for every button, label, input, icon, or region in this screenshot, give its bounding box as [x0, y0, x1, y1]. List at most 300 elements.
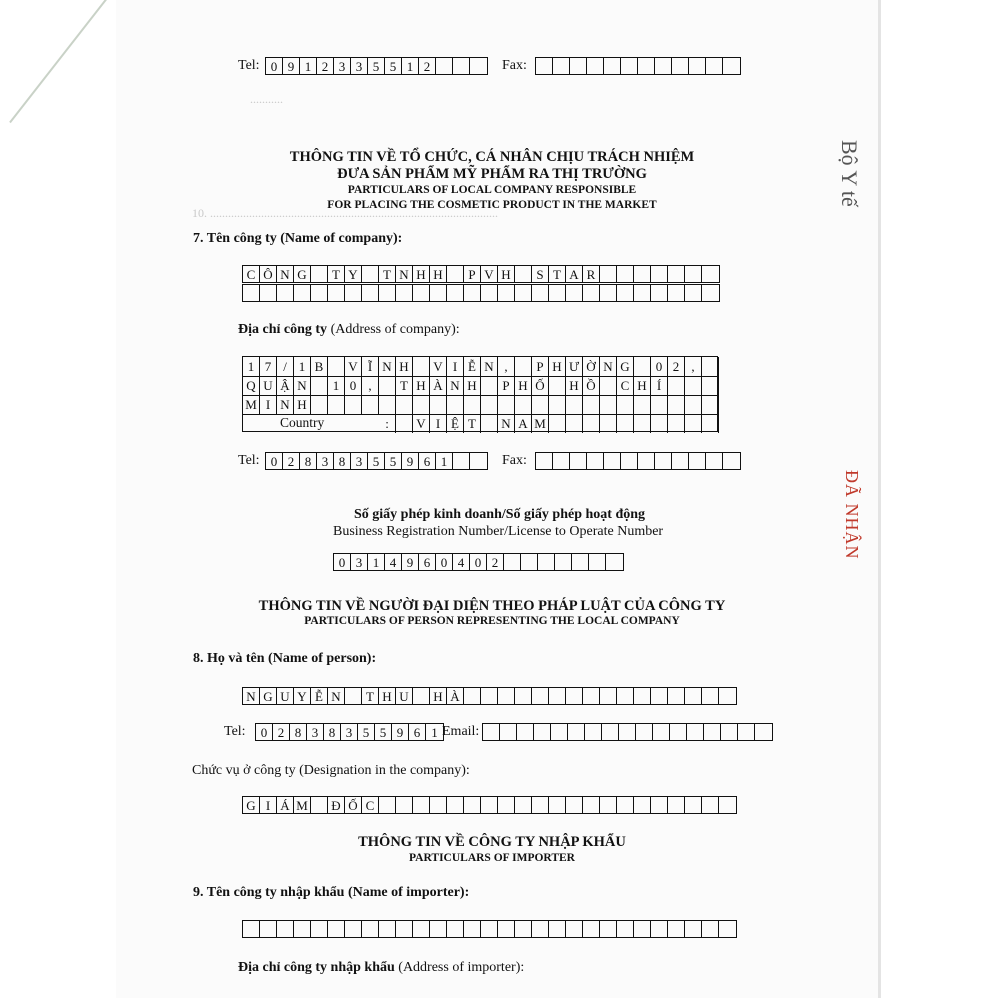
address-char-cell [702, 357, 719, 376]
company-char-cell [566, 285, 583, 301]
country-char-cell [600, 414, 617, 433]
tel-digit-cell: 5 [358, 724, 375, 740]
person-char-cell [600, 688, 617, 704]
address-char-cell: Ĩ [362, 357, 379, 376]
license-digit-cell [538, 554, 555, 570]
designation-char-cell [566, 797, 583, 813]
importer-char-cell [702, 921, 719, 937]
designation-label: Chức vụ ở công ty (Designation in the company): [192, 763, 470, 778]
person-char-cell [549, 688, 566, 704]
tel-digit-cell: 8 [300, 453, 317, 469]
importer-char-cell [634, 921, 651, 937]
address-char-cell [413, 395, 430, 414]
fax-digit-cell [655, 453, 672, 469]
country-char-cell [345, 414, 362, 433]
importer-char-cell [617, 921, 634, 937]
person-char-cell [498, 688, 515, 704]
designation-char-cell: Á [277, 797, 294, 813]
email-char-cell [636, 724, 653, 740]
bleed-through-text: 10. ................................................................................................ [192, 206, 498, 220]
license-digit-cell [572, 554, 589, 570]
address-char-cell: N [277, 395, 294, 414]
address-char-cell: 1 [294, 357, 311, 376]
address-char-cell: N [481, 357, 498, 376]
company-name-grid-2[interactable] [242, 284, 720, 302]
tel-digit-cell: 3 [341, 724, 358, 740]
country-char-cell [634, 414, 651, 433]
designation-char-cell [685, 797, 702, 813]
license-label-vi: Số giấy phép kinh doanh/Số giấy phép hoạt động [354, 507, 646, 522]
address-char-cell: G [617, 357, 634, 376]
address-char-cell [702, 395, 719, 414]
tel-digit-cell: 0 [266, 453, 283, 469]
fax-digit-cell [553, 453, 570, 469]
tel-digit-cell: 8 [290, 724, 307, 740]
designation-char-cell: G [243, 797, 260, 813]
company-char-cell: Ô [260, 266, 277, 282]
person-char-cell: À [447, 688, 464, 704]
address-char-cell: 0 [651, 357, 668, 376]
license-digit-cell: 6 [419, 554, 436, 570]
designation-char-cell [413, 797, 430, 813]
company-char-cell [617, 266, 634, 282]
tel-digit-cell: 0 [256, 724, 273, 740]
importer-char-cell [668, 921, 685, 937]
company-char-cell [396, 285, 413, 301]
company-char-cell [651, 266, 668, 282]
country-char-cell: M [532, 414, 549, 433]
importer-char-cell [260, 921, 277, 937]
email-char-cell [653, 724, 670, 740]
person-char-cell [719, 688, 736, 704]
tel-digit-cell: 6 [409, 724, 426, 740]
tel-digit-cell [453, 58, 470, 74]
designation-char-cell [464, 797, 481, 813]
address-char-cell [549, 376, 566, 395]
person-name-label: 8. Họ và tên (Name of person): [193, 651, 377, 666]
importer-address-label: Địa chỉ công ty nhập khẩu (Address of importer): [238, 960, 525, 975]
company-char-cell: Y [345, 266, 362, 282]
address-char-cell [345, 395, 362, 414]
importer-name-label: 9. Tên công ty nhập khẩu (Name of importer): [193, 885, 470, 900]
tel-digit-cell: 1 [431, 725, 438, 740]
address-char-cell: , [685, 357, 702, 376]
designation-char-cell: C [362, 797, 379, 813]
designation-char-cell [583, 797, 600, 813]
email-char-cell [721, 724, 738, 740]
address-char-cell: N [294, 376, 311, 395]
license-digit-cell [555, 554, 572, 570]
company-char-cell [345, 285, 362, 301]
importer-name-grid[interactable] [242, 920, 737, 938]
company-char-cell: S [532, 266, 549, 282]
person-char-cell: N [243, 688, 260, 704]
person-char-cell: N [328, 688, 345, 704]
email-char-cell [585, 724, 602, 740]
email-char-cell [534, 724, 551, 740]
address-char-cell [396, 395, 413, 414]
tel-digit-cell: 5 [375, 724, 392, 740]
importer-char-cell [498, 921, 515, 937]
company-char-cell: C [243, 266, 260, 282]
importer-char-cell [600, 921, 617, 937]
country-char-cell [685, 414, 702, 433]
company-char-cell [685, 285, 702, 301]
person-char-cell [583, 688, 600, 704]
importer-char-cell [379, 921, 396, 937]
company-char-cell [668, 266, 685, 282]
person-char-cell [702, 688, 719, 704]
address-char-cell [600, 395, 617, 414]
tel-digit-cell: 0 [266, 58, 283, 74]
address-char-cell [413, 357, 430, 376]
license-digit-cell: 9 [402, 554, 419, 570]
country-char-cell [396, 414, 413, 433]
designation-char-cell [481, 797, 498, 813]
company-char-cell [600, 266, 617, 282]
importer-char-cell [685, 921, 702, 937]
address-char-cell: Ư [566, 357, 583, 376]
company-char-cell [243, 285, 260, 301]
importer-char-cell [413, 921, 430, 937]
company-char-cell [311, 266, 328, 282]
importer-char-cell [464, 921, 481, 937]
designation-char-cell [719, 797, 736, 813]
address-char-cell [498, 395, 515, 414]
address-char-cell: Ậ [277, 376, 294, 395]
license-digit-cell: 0 [436, 554, 453, 570]
address-char-cell: Ố [532, 376, 549, 395]
country-char-cell [702, 414, 719, 433]
company-char-cell [294, 285, 311, 301]
address-char-cell [515, 357, 532, 376]
designation-char-cell [634, 797, 651, 813]
importer-char-cell [481, 921, 498, 937]
address-char-cell [379, 395, 396, 414]
importer-char-cell [719, 921, 736, 937]
person-char-cell [345, 688, 362, 704]
address-char-cell: I [260, 395, 277, 414]
company-char-cell [515, 285, 532, 301]
address-char-cell: U [260, 376, 277, 395]
fax-digit-cell [706, 58, 723, 74]
address-char-cell [515, 395, 532, 414]
fax-digit-cell [570, 58, 587, 74]
designation-char-cell [515, 797, 532, 813]
country-char-cell [243, 414, 260, 433]
company-char-cell [328, 285, 345, 301]
fax-digit-cell [638, 453, 655, 469]
license-digit-cell: 4 [453, 554, 470, 570]
address-char-cell: À [430, 376, 447, 395]
company-char-cell [634, 266, 651, 282]
fax-digit-cell [604, 58, 621, 74]
address-char-cell [328, 357, 345, 376]
company-char-cell: T [549, 266, 566, 282]
company-char-cell [379, 285, 396, 301]
address-char-cell: H [634, 376, 651, 395]
person-email-label: Email: [442, 724, 480, 739]
fax-top-label: Fax: [502, 58, 527, 73]
email-char-cell [687, 724, 704, 740]
section-person-title-en: PARTICULARS OF PERSON REPRESENTING THE LOCAL COMPANY [304, 615, 680, 627]
country-char-cell: T [464, 414, 481, 433]
fax-digit-cell [621, 58, 638, 74]
address-char-cell: H [515, 376, 532, 395]
tel-digit-cell: 9 [392, 724, 409, 740]
address-char-cell [549, 395, 566, 414]
company-name-label: 7. Tên công ty (Name of company): [193, 231, 403, 246]
section-local-title-en-1: PARTICULARS OF LOCAL COMPANY RESPONSIBLE [347, 184, 637, 196]
address-char-cell [600, 376, 617, 395]
address-char-cell: V [430, 357, 447, 376]
license-digit-cell: 2 [487, 554, 504, 570]
company-char-cell: N [396, 266, 413, 282]
address-char-cell: Ễ [464, 357, 481, 376]
importer-char-cell [328, 921, 345, 937]
designation-grid[interactable] [242, 796, 737, 814]
importer-char-cell [583, 921, 600, 937]
company-tel-grid[interactable] [265, 452, 488, 470]
company-char-cell: G [294, 266, 311, 282]
address-char-cell: H [464, 376, 481, 395]
bleed-through-text: ........... [250, 92, 283, 106]
tel-digit-cell [470, 58, 487, 74]
address-char-cell: H [413, 376, 430, 395]
importer-char-cell [396, 921, 413, 937]
address-char-cell [481, 395, 498, 414]
designation-char-cell [396, 797, 413, 813]
company-char-cell [311, 285, 328, 301]
country-char-cell [617, 414, 634, 433]
country-char-cell: Ệ [447, 414, 464, 433]
fax-digit-cell [723, 58, 740, 74]
tel-digit-cell: 5 [385, 453, 402, 469]
address-char-cell: Ờ [583, 357, 600, 376]
country-char-cell [583, 414, 600, 433]
tel-digit-cell: 2 [317, 58, 334, 74]
license-digit-cell [606, 554, 623, 570]
designation-char-cell [379, 797, 396, 813]
person-char-cell: G [260, 688, 277, 704]
address-char-cell: M [243, 395, 260, 414]
person-char-cell [566, 688, 583, 704]
tel-digit-cell: 3 [351, 58, 368, 74]
fax-digit-cell [672, 58, 689, 74]
company-fax-grid[interactable] [535, 452, 741, 470]
address-char-cell [566, 395, 583, 414]
company-char-cell [600, 285, 617, 301]
address-char-cell: P [498, 376, 515, 395]
person-tel-label: Tel: [224, 724, 246, 739]
importer-char-cell [515, 921, 532, 937]
fax-digit-cell [553, 58, 570, 74]
company-char-cell: H [430, 266, 447, 282]
address-char-cell [379, 376, 396, 395]
fax-digit-cell [587, 453, 604, 469]
license-digit-cell [504, 554, 521, 570]
designation-char-cell [498, 797, 515, 813]
email-char-cell [551, 724, 568, 740]
fax-digit-cell [689, 58, 706, 74]
designation-char-cell: Ố [345, 797, 362, 813]
fax-digit-cell [638, 58, 655, 74]
address-char-cell: H [566, 376, 583, 395]
tel-digit-cell: 1 [436, 453, 453, 469]
company-char-cell [260, 285, 277, 301]
tel-digit-cell: 2 [283, 453, 300, 469]
address-char-cell: P [532, 357, 549, 376]
company-char-cell [277, 285, 294, 301]
address-char-cell [617, 395, 634, 414]
tel-digit-cell: 9 [283, 58, 300, 74]
designation-char-cell [651, 797, 668, 813]
paper-fold [9, 0, 121, 123]
company-char-cell [447, 266, 464, 282]
address-char-cell: H [549, 357, 566, 376]
importer-char-cell [362, 921, 379, 937]
tel-digit-cell: 6 [419, 453, 436, 469]
person-char-cell [413, 688, 430, 704]
company-char-cell [515, 266, 532, 282]
tel-top-label: Tel: [238, 58, 260, 73]
address-char-cell: B [311, 357, 328, 376]
license-digit-cell: 3 [351, 554, 368, 570]
license-number-grid[interactable] [333, 553, 624, 571]
country-char-cell [651, 414, 668, 433]
company-name-grid[interactable] [242, 265, 720, 283]
country-char-cell: N [498, 414, 515, 433]
designation-char-cell [702, 797, 719, 813]
importer-char-cell [447, 921, 464, 937]
designation-char-cell [430, 797, 447, 813]
company-fax-label: Fax: [502, 453, 527, 468]
country-char-cell [328, 414, 345, 433]
company-char-cell: N [277, 266, 294, 282]
company-char-cell [430, 285, 447, 301]
person-char-cell: H [430, 688, 447, 704]
country-char-cell [362, 414, 379, 433]
address-char-cell [685, 376, 702, 395]
license-digit-cell: 0 [470, 554, 487, 570]
company-char-cell [583, 285, 600, 301]
address-char-cell: H [396, 357, 413, 376]
country-label: Country [280, 415, 325, 430]
section-importer-title-vi: THÔNG TIN VỀ CÔNG TY NHẬP KHẨU [358, 834, 626, 850]
section-importer-title-en: PARTICULARS OF IMPORTER [409, 852, 575, 864]
address-char-cell: Ồ [583, 376, 600, 395]
person-char-cell [668, 688, 685, 704]
fax-digit-cell [706, 453, 723, 469]
address-char-cell [464, 395, 481, 414]
license-digit-cell: 4 [385, 554, 402, 570]
fax-top-grid[interactable] [535, 57, 741, 75]
importer-char-cell [566, 921, 583, 937]
address-char-cell: N [600, 357, 617, 376]
address-char-cell: 1 [243, 357, 260, 376]
address-char-cell [583, 395, 600, 414]
importer-char-cell [243, 921, 260, 937]
address-char-cell [685, 395, 702, 414]
address-char-cell [430, 395, 447, 414]
company-char-cell [498, 285, 515, 301]
address-char-cell: T [396, 376, 413, 395]
license-digit-cell: 1 [368, 554, 385, 570]
designation-char-cell [668, 797, 685, 813]
address-char-cell [668, 376, 685, 395]
address-char-cell: Q [243, 376, 260, 395]
email-char-cell [755, 724, 772, 740]
tel-digit-cell: 8 [334, 453, 351, 469]
address-char-cell [702, 376, 719, 395]
person-char-cell [532, 688, 549, 704]
address-char-cell: 7 [260, 357, 277, 376]
tel-digit-cell: 1 [402, 58, 419, 74]
designation-char-cell [447, 797, 464, 813]
tel-digit-cell [470, 453, 487, 469]
company-char-cell [362, 285, 379, 301]
country-char-cell [668, 414, 685, 433]
person-name-grid[interactable] [242, 687, 737, 705]
company-char-cell [481, 285, 498, 301]
address-char-cell [532, 395, 549, 414]
tel-top-grid[interactable] [265, 57, 488, 75]
company-char-cell [634, 285, 651, 301]
company-char-cell: H [413, 266, 430, 282]
person-char-cell: Y [294, 688, 311, 704]
tel-digit-cell: 9 [402, 453, 419, 469]
email-char-cell [704, 724, 721, 740]
person-char-cell [651, 688, 668, 704]
company-char-cell: H [498, 266, 515, 282]
designation-char-cell [311, 797, 328, 813]
address-char-cell [311, 395, 328, 414]
tel-digit-cell: 3 [351, 453, 368, 469]
person-email-grid[interactable] [482, 723, 773, 741]
importer-char-cell [345, 921, 362, 937]
address-char-cell [362, 395, 379, 414]
email-char-cell [602, 724, 619, 740]
address-char-cell: C [617, 376, 634, 395]
person-tel-grid[interactable] [255, 723, 444, 741]
address-char-cell [634, 395, 651, 414]
tel-digit-cell: 2 [419, 58, 436, 74]
company-char-cell: R [583, 266, 600, 282]
address-char-cell: 2 [668, 357, 685, 376]
fax-digit-cell [587, 58, 604, 74]
address-char-cell: , [498, 357, 515, 376]
license-label-en: Business Registration Number/License to Operate Number [333, 524, 664, 539]
company-char-cell [532, 285, 549, 301]
tel-digit-cell: 2 [273, 724, 290, 740]
company-address-label: Địa chỉ công ty (Address of company): [238, 322, 460, 337]
license-digit-cell [589, 554, 606, 570]
section-local-title-vi-1: THÔNG TIN VỀ TỔ CHỨC, CÁ NHÂN CHỊU TRÁCH NHIỆM [289, 149, 695, 165]
email-char-cell [619, 724, 636, 740]
address-char-cell: 0 [345, 376, 362, 395]
company-tel-label: Tel: [238, 453, 260, 468]
fax-digit-cell [536, 58, 553, 74]
country-char-cell [566, 414, 583, 433]
address-char-cell [311, 376, 328, 395]
email-char-cell [738, 724, 755, 740]
importer-char-cell [532, 921, 549, 937]
fax-digit-cell [672, 453, 689, 469]
red-stamp-mark: ĐÃ NHẬN [842, 470, 862, 560]
margin-handwriting: Bộ Y tế [837, 140, 862, 207]
company-char-cell [464, 285, 481, 301]
company-char-cell [668, 285, 685, 301]
